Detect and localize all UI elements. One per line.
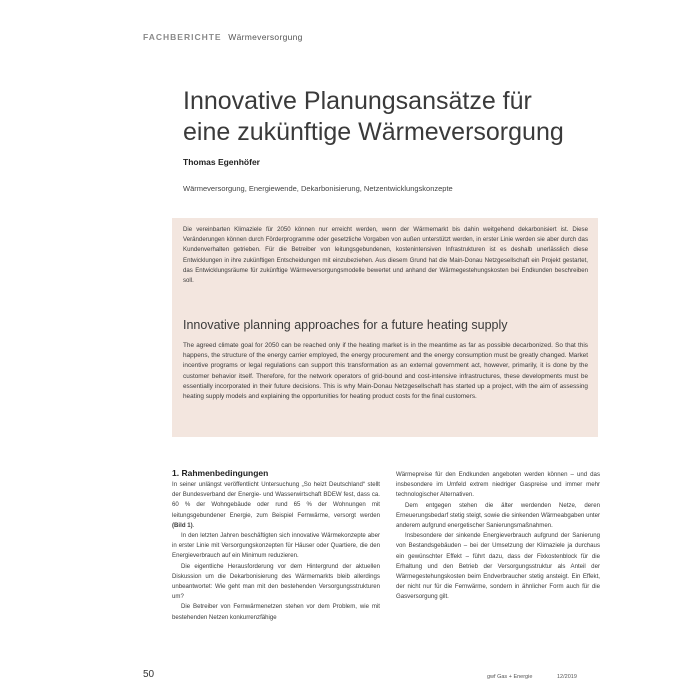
article-keywords: Wärmeversorgung, Energiewende, Dekarbonisierung, Netzentwicklungskonzepte [183,184,453,193]
figure-reference: (Bild 1) [172,521,193,529]
article-title-line2: eine zukünftige Wärmeversorgung [183,118,564,146]
paragraph-text: . [192,521,195,529]
journal-name: gwf Gas + Energie [487,674,533,680]
body-paragraph: Insbesondere der sinkende Energieverbrauch aufgrund der Sanierung von Bestandsgebäuden – bei der Umsetzung der Klimaziele ja durchaus ein gewünschter Effekt – führt dazu, dass der Fixkostenblock für die Erhaltung und den Betrieb der Versorgungsstruktur als Anteil der Wärmegestehungskosten beim Endverbraucher stetig ansteigt. Ein Effekt, der nicht nur für die Fernwärme, sondern in ähnlicher Form auch für die Gasversorgung gilt. [396,532,600,601]
issue-number: 12/2019 [557,674,577,680]
body-paragraph: Die Betreiber von Fernwärmenetzen stehen vor dem Problem, wie mit bestehenden Netzen konkurrenzfähige [172,603,380,621]
abstract-german: Die vereinbarten Klimaziele für 2050 können nur erreicht werden, wenn der Wärmemarkt bis dahin weitgehend dekarbonisiert ist. Diese Veränderungen können durch Förderprogramme oder gesetzliche Vorgaben von außen unterstützt werden, in erster Linie werden sie aber durch das Kundenverhalten getrieben. Für die Betreiber von leitungsgebundenen, kostenintensiven Infrastrukturen ist es deshalb unerlässlich diese Entwicklungen in ihre zukünftigen Entscheidungen mit einzubeziehen. Aus diesem Grund hat die Main-Donau Netzgesellschaft ein Projekt gestartet, das Entwicklungsräume für zukünftige Wärmeversorgungsmodelle bewertet und anhand der Wärmegestehungskosten bei Endkunden beschreiben soll. [183,226,588,285]
article-title-line1: Innovative Planungsansätze für [183,87,532,115]
header-subcategory: Wärmeversorgung [228,32,303,42]
article-title [183,86,623,148]
body-column-2 [396,470,600,603]
page-number: 50 [143,669,155,680]
abstract-english: The agreed climate goal for 2050 can be reached only if the heating market is in the meantime as far as possible decarbonized. So that this happens, the structure of the energy carrier employed, the energy procurement and the energy consumption must be greatly changed. Market incentive programs or legal regulations can support this transformation as an external government act, however, primarily, it is done by the customer behavior itself. Therefore, for the network operators of grid-bound and cost-intensive infrastructures, these developments must be essentially incorporated in their future decisions. This is why Main-Donau Netzgesellschaft has started up a project, with the aim of assessing heating supply models and explaining the opportunities for heating product costs for the final customers. [183,342,588,401]
body-paragraph: Dem entgegen stehen die älter werdenden Netze, deren Erneuerungsbedarf stetig steigt, sowie die sinkenden Wärmeabgaben unter anderem aufgrund energetischer Sanierungsmaßnahmen. [396,501,600,530]
abstract-english-title: Innovative planning approaches for a future heating supply [183,318,508,332]
section-header [143,32,303,42]
section-heading: 1. Rahmenbedingungen [172,468,269,478]
body-paragraph: Wärmepreise für den Endkunden angeboten werden können – und das insbesondere im Umfeld extrem niedriger Gaspreise und immer mehr technologischer Alternativen. [396,471,600,499]
body-paragraph: In den letzten Jahren beschäftigten sich innovative Wärmekonzepte aber in erster Linie mit Versorgungskonzepten für Häuser oder Quartiere, die den Energieverbrauch auf ein Minimum reduzieren. [172,532,380,560]
paragraph-text: In seiner unlängst veröffentlicht Untersuchung „So heizt Deutschland“ stellt der Bundesverband der Energie- und Wasserwirtschaft BDEW fest, dass ca. 60 % der Wohngebäude oder rund 65 % der Wohnungen mit leitungsgebundener Energie, zum Beispiel Fernwärme, versorgt werden [172,481,380,519]
body-paragraph [172,480,380,531]
body-column-1 [172,480,380,623]
body-paragraph: Die eigentliche Herausforderung vor dem Hintergrund der aktuellen Diskussion um die Dekarbonisierung des Wärmemarkts bleib allerdings unbeantwortet: Wie geht man mit den bestehenden Versorgungsstrukturen um? [172,562,380,601]
article-author: Thomas Egenhöfer [183,157,260,167]
header-category: FACHBERICHTE [143,32,222,42]
